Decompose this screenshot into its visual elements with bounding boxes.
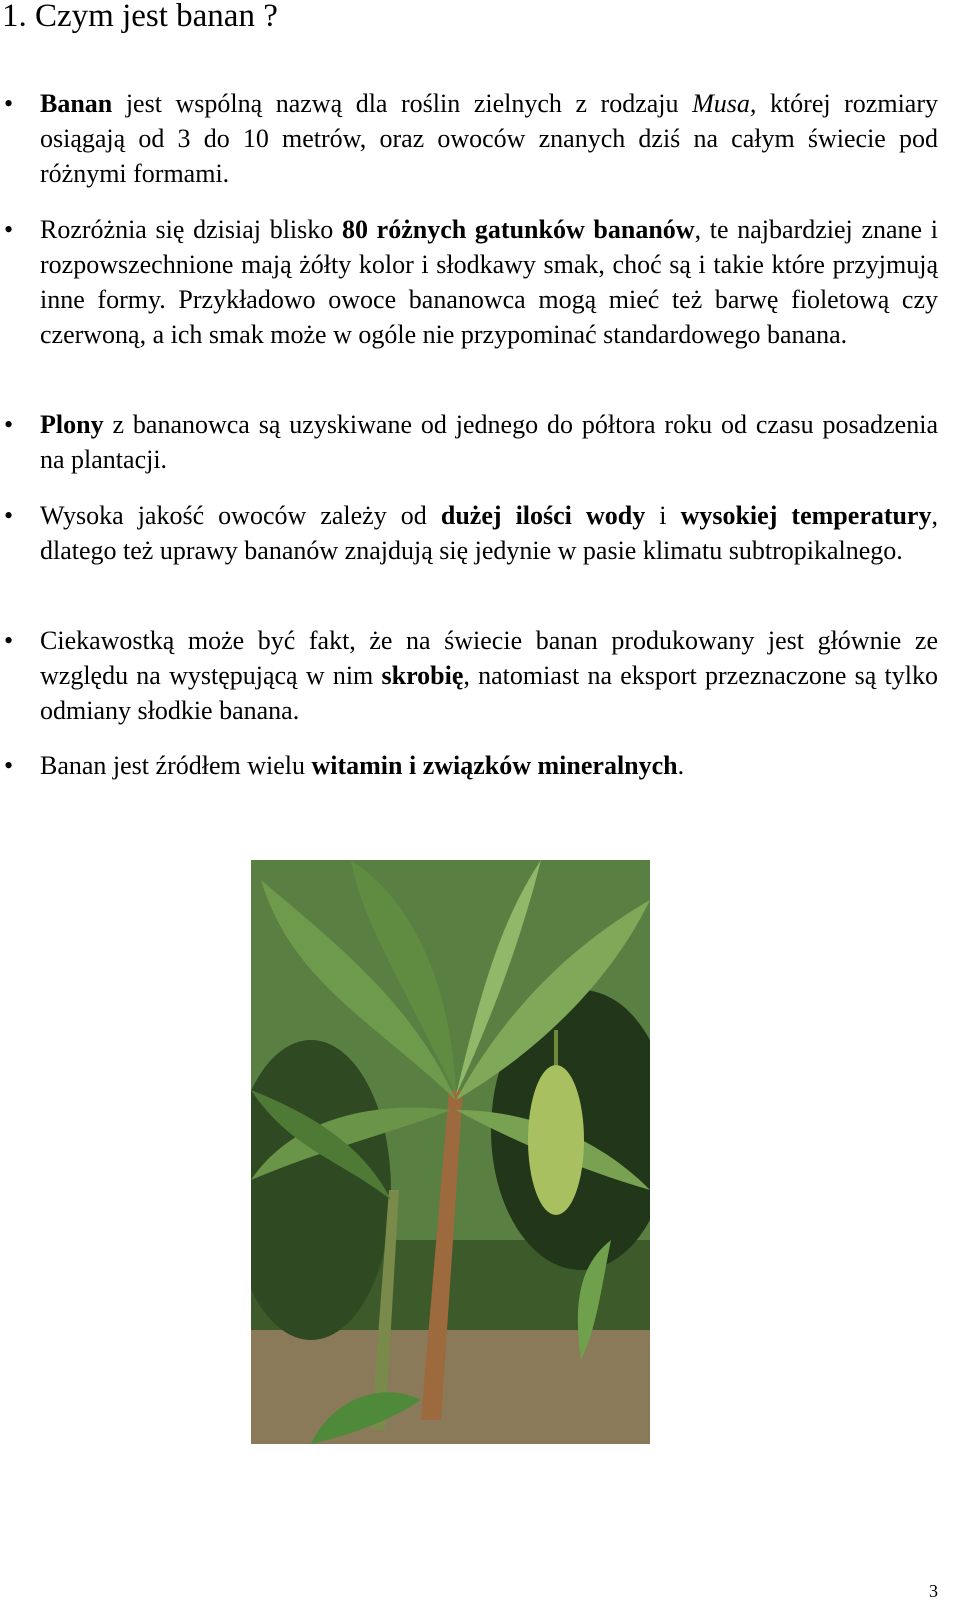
banana-plant-photo <box>251 860 650 1444</box>
page-title: 1. Czym jest banan ? <box>2 0 278 34</box>
bullet-dot-icon: • <box>4 215 14 244</box>
italic-genus: Musa, <box>692 89 757 118</box>
bullet-text: Banan jest wspólną nazwą dla roślin zielnych z rodzaju Musa, której rozmiary osiągają od 3 do 10 metrów, oraz owoców znanych dziś na całym świecie pod różnymi formami. <box>40 89 938 188</box>
bullet-text: Ciekawostką może być fakt, że na świecie banan produkowany jest głównie ze względu na występującą w nim skrobię, natomiast na eksport przeznaczone są tylko odmiany słodkie banana. <box>40 626 938 725</box>
bold-term: skrobię <box>381 661 464 690</box>
bullet-dot-icon: • <box>4 751 14 780</box>
bullet-dot-icon: • <box>4 410 14 439</box>
bold-term: 80 różnych gatunków bananów <box>341 215 695 244</box>
page-number: 3 <box>929 1581 938 1601</box>
banana-bunch <box>528 1065 584 1215</box>
bold-term: dużej ilości wody <box>440 501 646 530</box>
bold-term: witamin i związków mineralnych <box>311 751 678 780</box>
bullet-dot-icon: • <box>4 626 14 655</box>
bullet-dot-icon: • <box>4 501 14 530</box>
bold-term: Plony <box>40 410 104 439</box>
bullet-dot-icon: • <box>4 89 14 118</box>
bullet-text: Wysoka jakość owoców zależy od dużej ilości wody i wysokiej temperatury, dlatego też uprawy bananów znajdują się jedynie w pasie klimatu subtropikalnego. <box>40 501 938 565</box>
banana-plant-illustration <box>251 860 650 1444</box>
bold-term: wysokiej temperatury <box>680 501 932 530</box>
bullet-text: Banan jest źródłem wielu witamin i związków mineralnych. <box>40 751 685 780</box>
photo-ground <box>251 1330 650 1444</box>
bold-term: Banan <box>40 89 113 118</box>
bullet-text: Plony z bananowca są uzyskiwane od jednego do półtora roku od czasu posadzenia na plantacji. <box>40 410 938 474</box>
bullet-text: Rozróżnia się dzisiaj blisko 80 różnych gatunków bananów, te najbardziej znane i rozpowszechnione mają żółty kolor i słodkawy smak, choć są i takie które przyjmują inne formy. Przykładowo owoce bananowca mogą mieć też barwę fioletową czy czerwoną, a ich smak może w ogóle nie przypominać standardowego banana. <box>40 215 938 349</box>
